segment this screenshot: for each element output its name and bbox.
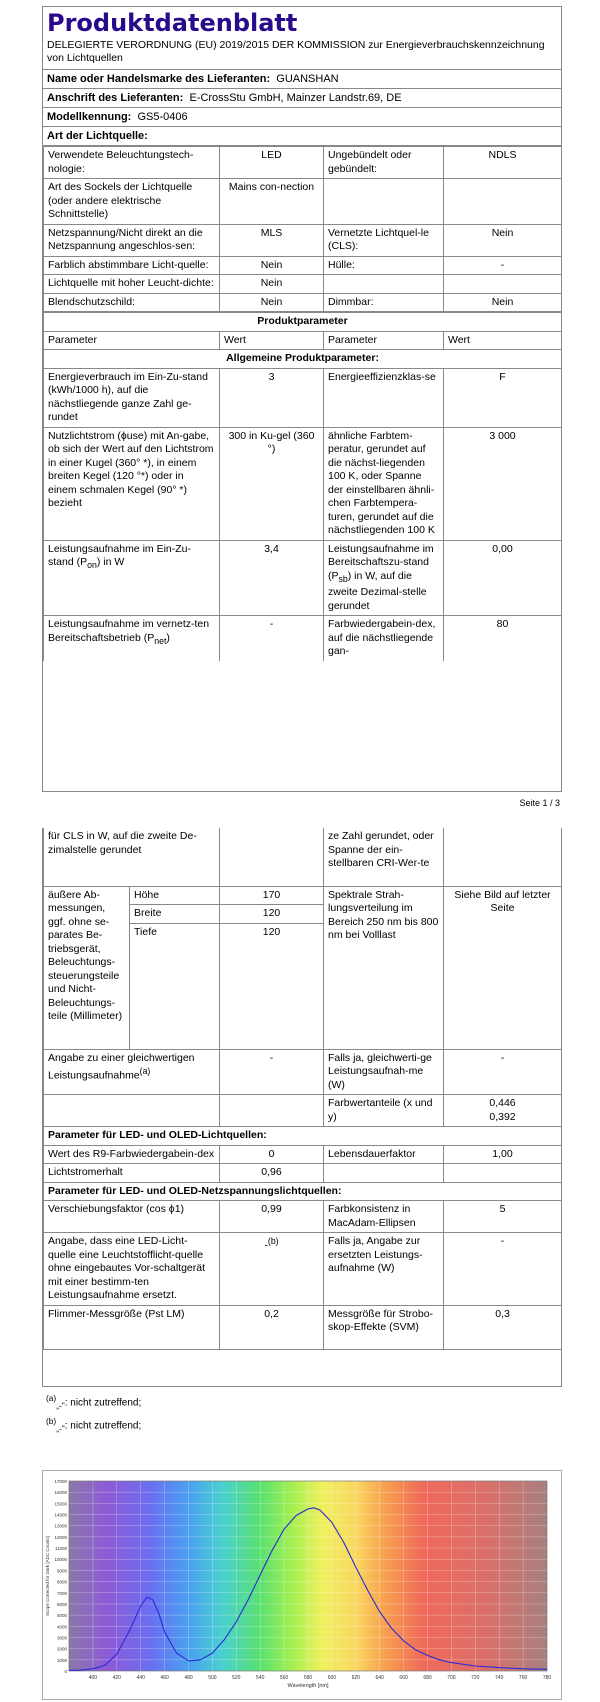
supplier-name-row <box>43 69 561 88</box>
x-tick-label: 400 <box>88 1675 98 1681</box>
y-tick-label: 6000 <box>56 1601 67 1607</box>
x-tick-label: 660 <box>399 1675 408 1681</box>
type-label: Lichtquelle mit hoher Leucht-dichte: <box>44 275 220 294</box>
type-value: Nein <box>444 224 562 256</box>
col-value-header: Wert <box>444 331 562 350</box>
y-tick-label: 8000 <box>56 1579 67 1585</box>
x-tick-label: 600 <box>327 1675 337 1681</box>
y-tick-label: 5000 <box>56 1613 67 1619</box>
product-params-title: Produktparameter <box>44 313 562 332</box>
cri-label-cont: ze Zahl gerundet, oder Spanne der ein-stellbaren CRI-Wer-te <box>324 828 444 886</box>
type-label: Verwendete Beleuchtungstech-nologie: <box>44 147 220 179</box>
cri-value: 80 <box>444 616 562 661</box>
supplier-address-row <box>43 88 561 107</box>
model-label: Modellkennung: <box>47 111 132 123</box>
param-label: ähnliche Farbtem-peratur, gerundet auf die nächst-liegenden 100 K, oder Spanne der einstellbaren ähnli-chen Farbtempera-turen, gerundet auf die nächstliegenden 100 K <box>324 427 444 540</box>
dim-name: Tiefe <box>130 923 220 1049</box>
type-label: Art des Sockels der Lichtquelle (oder andere elektrische Schnittstelle) <box>44 179 220 225</box>
param-value: F <box>444 368 562 427</box>
y-tick-label: 9000 <box>56 1568 67 1574</box>
spectrum-svg <box>43 1471 561 1699</box>
chroma-value <box>444 1095 562 1127</box>
type-row <box>44 293 562 312</box>
col-param-header: Parameter <box>324 331 444 350</box>
y-tick-label: 0 <box>64 1669 67 1674</box>
type-row <box>44 275 562 294</box>
type-row <box>44 147 562 179</box>
spectrum-chart <box>42 1470 562 1700</box>
y-tick-label: 17000 <box>54 1479 67 1484</box>
dpf-label: Verschiebungsfaktor (cos ϕ1) <box>44 1201 220 1233</box>
pnet-label-cont: für CLS in W, auf die zweite De-zimalstelle gerundet <box>44 828 220 886</box>
x-tick-label: 740 <box>495 1675 504 1681</box>
model-row <box>43 107 561 126</box>
type-label: Vernetzte Lichtquel-le (CLS): <box>324 224 444 256</box>
equiv-power-value: - <box>444 1049 562 1095</box>
dim-value: 120 <box>220 905 324 924</box>
y-tick-label: 13000 <box>54 1523 67 1529</box>
regulation-subtitle: DELEGIERTE VERORDNUNG (EU) 2019/2015 DER KOMMISSION zur Energieverbrauchskennzeichnung von Lichtquellen <box>47 39 545 64</box>
dim-name: Breite <box>130 905 220 924</box>
r9-value: 0 <box>220 1145 324 1164</box>
chroma-label: Farbwertanteile (x und y) <box>324 1095 444 1127</box>
type-value: MLS <box>220 224 324 256</box>
param-label: Energieeffizienzklas-se <box>324 368 444 427</box>
type-label <box>324 179 444 225</box>
param-value: 3 000 <box>444 427 562 540</box>
footnote-a: $^{(a)}_{„-"}$: nicht zutreffend; <box>46 1393 142 1411</box>
equiv-power-label: Falls ja, gleichwerti-ge Leistungsaufnah-me (W) <box>324 1049 444 1095</box>
x-tick-label: 480 <box>184 1675 193 1681</box>
type-table <box>43 146 562 312</box>
svm-value: 0,3 <box>444 1305 562 1349</box>
dpf-value: 0,99 <box>220 1201 324 1233</box>
type-row <box>44 256 562 275</box>
type-value: Mains con-nection <box>220 179 324 225</box>
x-tick-label: 520 <box>232 1675 241 1681</box>
x-tick-label: 440 <box>136 1675 145 1681</box>
x-tick-label: 760 <box>518 1675 528 1681</box>
type-label: Hülle: <box>324 256 444 275</box>
light-source-type-row <box>43 126 561 146</box>
supplier-name: GUANSHAN <box>276 73 339 85</box>
equiv-label: Angabe zu einer gleichwertigen Leistungsaufnahme$^{(a)}$ <box>44 1049 220 1095</box>
replace-label: Angabe, dass eine LED-Licht-quelle eine Leuchtstofflicht-quelle ohne eingebautes Vor-schaltgerät mit einer bestimm-ten Leistungsaufnahme ersetzt. <box>44 1233 220 1306</box>
page-title: Produktdatenblatt <box>47 9 298 37</box>
color-cons-label: Farbkonsistenz in MacAdam-Ellipsen <box>324 1201 444 1233</box>
pnet-label: Leistungsaufnahme im vernetz-ten Bereitschaftsbetrieb $(P_{net})$ <box>44 616 220 661</box>
y-tick-label: 14000 <box>54 1512 67 1518</box>
param-label: Nutzlichtstrom (ϕuse) mit An-gabe, ob sich der Wert auf den Lichtstrom in einer Kugel (360° *), in einem breiten Kegel (120 °*) oder in einem schmalen Kegel (90° *) bezieht <box>44 427 220 540</box>
x-tick-label: 780 <box>542 1675 552 1681</box>
y-axis-label: Scope Corrected for Dark [ADC Counts] <box>45 1536 50 1616</box>
dim-value: 170 <box>220 886 324 905</box>
type-row <box>44 179 562 225</box>
page-2 <box>42 828 562 1387</box>
x-tick-label: 580 <box>303 1675 313 1681</box>
page-number: Seite 1 / 3 <box>519 798 560 808</box>
psb-label: Leistungsaufnahme im Bereitschaftszu-stand $(P_{sb})$ in W, auf die zweite Dezimal-stelle gerundet <box>324 540 444 616</box>
r9-label: Wert des R9-Farbwiedergabein-dex <box>44 1145 220 1164</box>
led-params-title: Parameter für LED- und OLED-Lichtquellen: <box>44 1127 562 1146</box>
x-axis-label: Wavelength [nm] <box>287 1683 329 1689</box>
param-value: 300 in Ku-gel (360 °) <box>220 427 324 540</box>
x-tick-label: 620 <box>351 1675 360 1681</box>
type-value: Nein <box>220 293 324 312</box>
pon-value: 3,4 <box>220 540 324 616</box>
chroma-y: 0,392 <box>489 1110 516 1123</box>
y-tick-label: 2000 <box>56 1646 67 1652</box>
y-tick-label: 1000 <box>56 1657 67 1663</box>
general-params-title: Allgemeine Produktparameter: <box>44 350 562 369</box>
col-value-header: Wert <box>220 331 324 350</box>
replace-power-value: - <box>444 1233 562 1306</box>
type-label: Netzspannung/Nicht direkt an die Netzspannung angeschlos-sen: <box>44 224 220 256</box>
light-source-type-label: Art der Lichtquelle: <box>47 130 148 142</box>
x-tick-label: 460 <box>160 1675 169 1681</box>
chroma-x: 0,446 <box>489 1097 516 1109</box>
param-row <box>44 427 562 540</box>
flicker-value: 0,2 <box>220 1305 324 1349</box>
param-row <box>44 368 562 427</box>
type-value: NDLS <box>444 147 562 179</box>
x-tick-label: 640 <box>375 1675 384 1681</box>
type-value: Nein <box>444 293 562 312</box>
supplier-address-label: Anschrift des Lieferanten: <box>47 92 184 104</box>
type-value: - <box>444 256 562 275</box>
y-tick-label: 4000 <box>56 1624 67 1630</box>
x-tick-label: 560 <box>279 1675 289 1681</box>
svm-label: Messgröße für Strobo-skop-Effekte (SVM) <box>324 1305 444 1349</box>
pon-label: Leistungsaufnahme im Ein-Zu-stand $(P_{on})$ in W <box>44 540 220 616</box>
x-tick-label: 500 <box>208 1675 217 1681</box>
y-tick-label: 16000 <box>54 1490 67 1496</box>
cri-label: Farbwiedergabein-dex, auf die nächstliegende gan- <box>324 616 444 661</box>
equiv-value: - <box>220 1049 324 1095</box>
type-value: Nein <box>220 256 324 275</box>
type-label: Ungebündelt oder gebündelt: <box>324 147 444 179</box>
supplier-address: E-CrossStu GmbH, Mainzer Landstr.69, DE <box>189 92 402 104</box>
dimensions-label: äußere Ab-messungen, ggf. ohne se-parates Be-triebsgerät, Beleuchtungs-steuerungsteile und Nicht-Beleuchtungs-teile (Millimeter) <box>44 886 130 1049</box>
params-table <box>43 312 562 661</box>
supplier-name-label: Name oder Handelsmarke des Lieferanten: <box>47 73 271 85</box>
replace-power-label: Falls ja, Angabe zur ersetzten Leistungs-aufnahme (W) <box>324 1233 444 1306</box>
flicker-label: Flimmer-Messgröße (Pst LM) <box>44 1305 220 1349</box>
replace-value: -$^{(b)}$ <box>220 1233 324 1306</box>
param-label: Energieverbrauch im Ein-Zu-stand (kWh/1000 h), auf die nächstliegende ganze Zahl ge-rundet <box>44 368 220 427</box>
mains-params-title: Parameter für LED- und OLED-Netzspannungslichtquellen: <box>44 1182 562 1201</box>
dim-name: Höhe <box>130 886 220 905</box>
y-tick-label: 11000 <box>54 1546 67 1552</box>
type-value <box>444 179 562 225</box>
y-tick-label: 7000 <box>56 1590 67 1596</box>
x-tick-label: 720 <box>471 1675 480 1681</box>
params-table-cont <box>43 828 562 1350</box>
spectral-value: Siehe Bild auf letzter Seite <box>444 886 562 1049</box>
param-value: 3 <box>220 368 324 427</box>
x-tick-label: 420 <box>112 1675 121 1681</box>
type-label: Farblich abstimmbare Licht-quelle: <box>44 256 220 275</box>
type-label: Blendschutzschild: <box>44 293 220 312</box>
pnet-value: - <box>220 616 324 661</box>
type-value: LED <box>220 147 324 179</box>
page-1 <box>42 6 562 792</box>
col-param-header: Parameter <box>44 331 220 350</box>
footnote-b: $^{(b)}_{„-"}$: nicht zutreffend; <box>46 1416 142 1434</box>
type-row <box>44 224 562 256</box>
survival-value: 1,00 <box>444 1145 562 1164</box>
survival-label: Lebensdauerfaktor <box>324 1145 444 1164</box>
type-value <box>444 275 562 294</box>
y-tick-label: 10000 <box>54 1557 67 1563</box>
spectral-label: Spektrale Strah-lungsverteilung im Bereich 250 nm bis 800 nm bei Volllast <box>324 886 444 1049</box>
type-value: Nein <box>220 275 324 294</box>
y-tick-label: 15000 <box>54 1501 67 1507</box>
type-label <box>324 275 444 294</box>
dim-value: 120 <box>220 923 324 1049</box>
y-tick-label: 3000 <box>56 1635 67 1641</box>
footnotes <box>46 1390 141 1437</box>
lumen-maint-value: 0,96 <box>220 1164 324 1183</box>
x-tick-label: 540 <box>256 1675 265 1681</box>
y-tick-label: 12000 <box>54 1534 67 1540</box>
color-cons-value: 5 <box>444 1201 562 1233</box>
psb-value: 0,00 <box>444 540 562 616</box>
lumen-maint-label: Lichtstromerhalt <box>44 1164 220 1183</box>
type-label: Dimmbar: <box>324 293 444 312</box>
model-id: GS5-0406 <box>137 111 188 123</box>
x-tick-label: 680 <box>423 1675 432 1681</box>
x-tick-label: 700 <box>447 1675 456 1681</box>
